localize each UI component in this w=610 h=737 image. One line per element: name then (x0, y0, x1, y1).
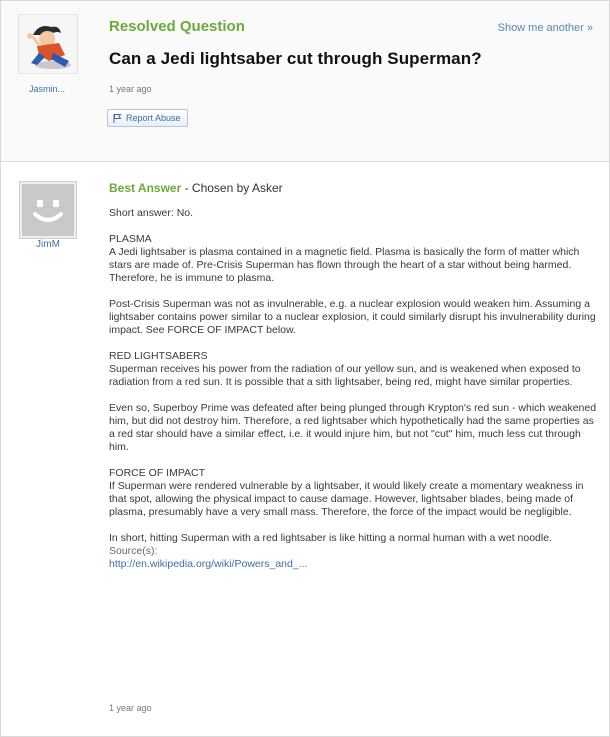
chosen-by-asker-label: - Chosen by Asker (181, 181, 283, 195)
report-abuse-button[interactable] (107, 109, 188, 127)
best-answer-label: Best Answer (109, 181, 182, 195)
question-section (1, 1, 609, 162)
question-timestamp: 1 year ago (109, 84, 152, 94)
source-link[interactable]: http://en.wikipedia.org/wiki/Powers_and_... (109, 558, 308, 570)
show-me-another-link[interactable]: Show me another » (497, 22, 593, 34)
section-heading-plasma: PLASMA (109, 233, 152, 245)
answer-conclusion: In short, hitting Superman with a red lightsaber is like hitting a normal human with a wet noodle. (109, 532, 552, 544)
best-answer-header (109, 181, 283, 195)
answer-body (109, 207, 597, 571)
section-heading-force-of-impact: FORCE OF IMPACT (109, 467, 206, 479)
smiley-face-icon (22, 184, 74, 236)
question-title: Can a Jedi lightsaber cut through Superman? (109, 49, 482, 68)
answer-paragraph: Superman receives his power from the radiation of our yellow sun, and is weakened when exposed to radiation from a red sun. It is possible that a sith lightsaber, being red, might have similar properties. (109, 363, 581, 388)
section-heading-red-lightsabers: RED LIGHTSABERS (109, 350, 208, 362)
report-abuse-label: Report Abuse (126, 113, 181, 123)
answer-paragraph: Post-Crisis Superman was not as invulnerable, e.g. a nuclear explosion would weaken him. Assuming a lightsaber contains power similar to a nuclear explosion, it could similarly disrupt his invulnerability during impact. See FORCE OF IMPACT below. (109, 298, 596, 336)
asker-name[interactable]: Jasmin... (28, 84, 65, 94)
answer-paragraph: Even so, Superboy Prime was defeated after being plunged through Krypton's red sun - which weakened him, but did not destroy him. Therefore, a red lightsaber which hypothetically had the same properties as a red star should have a similar effect, i.e. it would injure him, but not "cut" him, much less cut through him. (109, 402, 597, 453)
answer-timestamp: 1 year ago (109, 703, 152, 713)
answerer-name[interactable]: JimM (36, 239, 60, 250)
asker-avatar[interactable] (18, 14, 78, 74)
resolved-question-label: Resolved Question (109, 18, 245, 35)
short-answer: Short answer: No. (109, 207, 194, 219)
flag-icon (112, 113, 122, 123)
answerer-avatar[interactable] (20, 182, 76, 238)
answer-paragraph: If Superman were rendered vulnerable by a lightsaber, it would likely create a momentary weakness in that spot, allowing the physical impact to cause damage. However, lightsaber blades, being made of plasma, presumably have a very small mass. Therefore, the force of the impact would be negligible. (109, 480, 584, 518)
answer-paragraph: A Jedi lightsaber is plasma contained in a magnetic field. Plasma is basically the form of matter which stars are made of. Pre-Crisis Superman has flown through the heart of a star without being harmed. Therefore, he is immune to plasma. (109, 246, 580, 284)
best-answer-section (1, 162, 609, 736)
cartoon-character-icon (19, 15, 77, 73)
sources-label: Source(s): (109, 545, 158, 557)
